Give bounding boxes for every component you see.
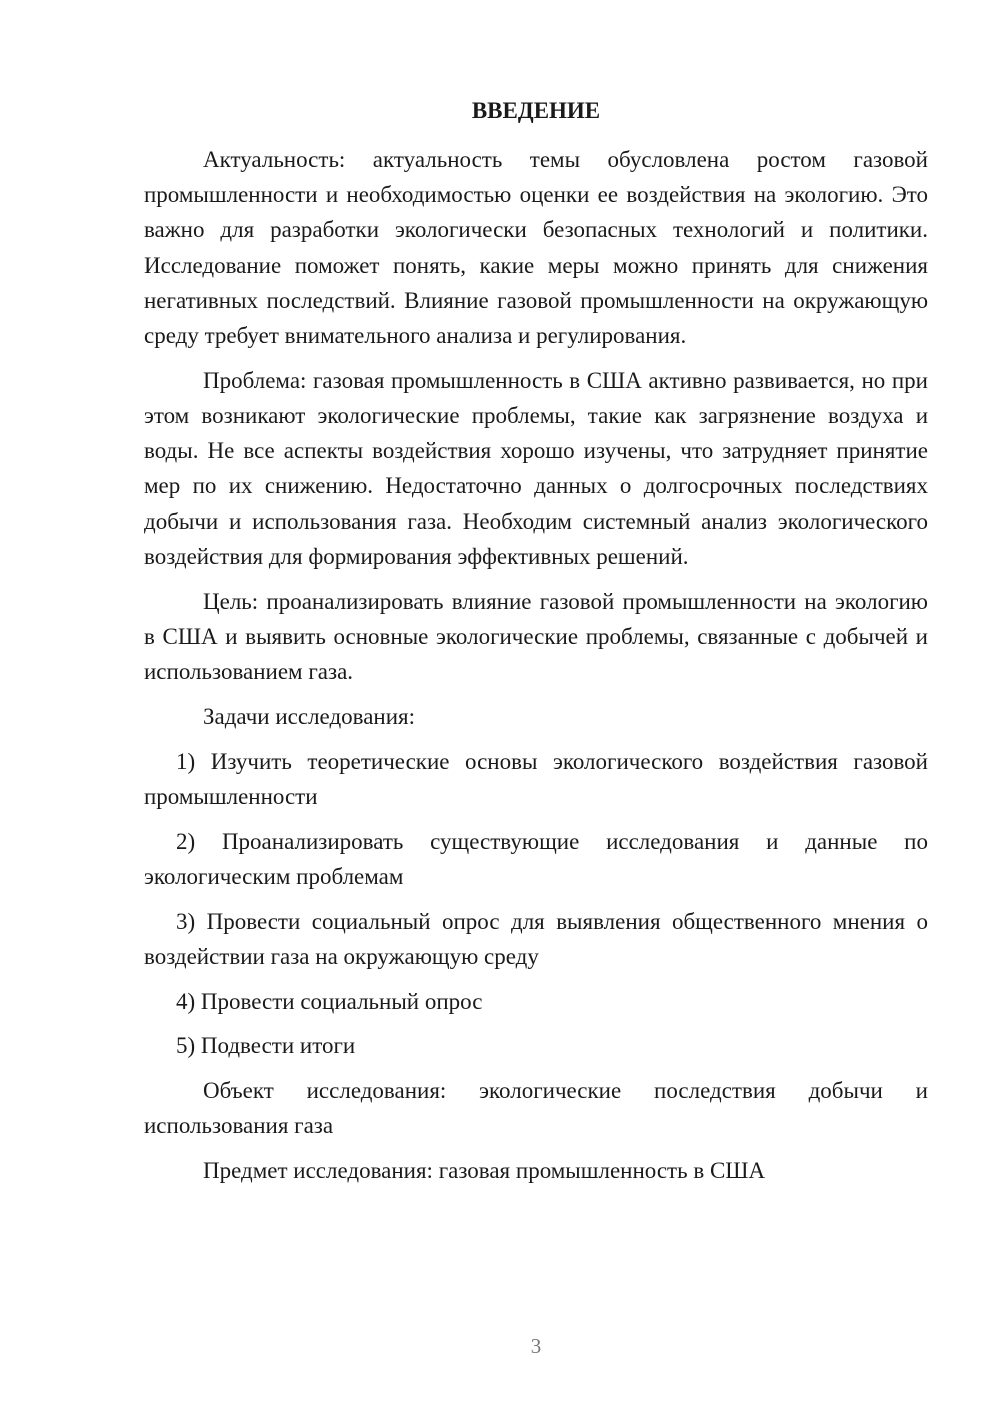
task-item-1: 1) Изучить теоретические основы экологического воздействия газовой промышленности (144, 748, 928, 809)
paragraph-goal: Цель: проанализировать влияние газовой промышленности на экологию в США и выявить основные экологические проблемы, связанные с добычей и использованием газа. (144, 588, 928, 685)
section-title: ВВЕДЕНИЕ (471, 98, 601, 123)
task-item-2: 2) Проанализировать существующие исследования и данные по экологическим проблемам (144, 828, 928, 889)
document-body (144, 142, 928, 1198)
task-item-5: 5) Подвести итоги (176, 1033, 356, 1059)
paragraph-subject: Предмет исследования: газовая промышленность в США (203, 1158, 766, 1184)
paragraph-problem: Проблема: газовая промышленность в США активно развивается, но при этом возникают экологические проблемы, такие как загрязнение воздуха и воды. Не все аспекты воздействия хорошо изучены, что затрудняет принятие мер по их снижению. Недостаточно данных о долгосрочных последствиях добычи и использования газа. Необходим системный анализ экологического воздействия для формирования эффективных решений. (144, 367, 928, 569)
paragraph-object: Объект исследования: экологические последствия добычи и использования газа (144, 1078, 928, 1139)
paragraph-relevance: Актуальность: актуальность темы обусловлена ростом газовой промышленности и необходимостью оценки ее воздействия на экологию. Это важно для разработки экологически безопасных технологий и политики. Исследование поможет понять, какие меры можно принять для снижения негативных последствий. Влияние газовой промышленности на окружающую среду требует внимательного анализа и регулирования. (144, 147, 928, 349)
tasks-heading: Задачи исследования: (203, 703, 416, 729)
page-number: 3 (530, 1334, 542, 1358)
task-item-3: 3) Провести социальный опрос для выявления общественного мнения о воздействии газа на окружающую среду (144, 908, 928, 969)
task-item-4: 4) Провести социальный опрос (176, 988, 483, 1014)
